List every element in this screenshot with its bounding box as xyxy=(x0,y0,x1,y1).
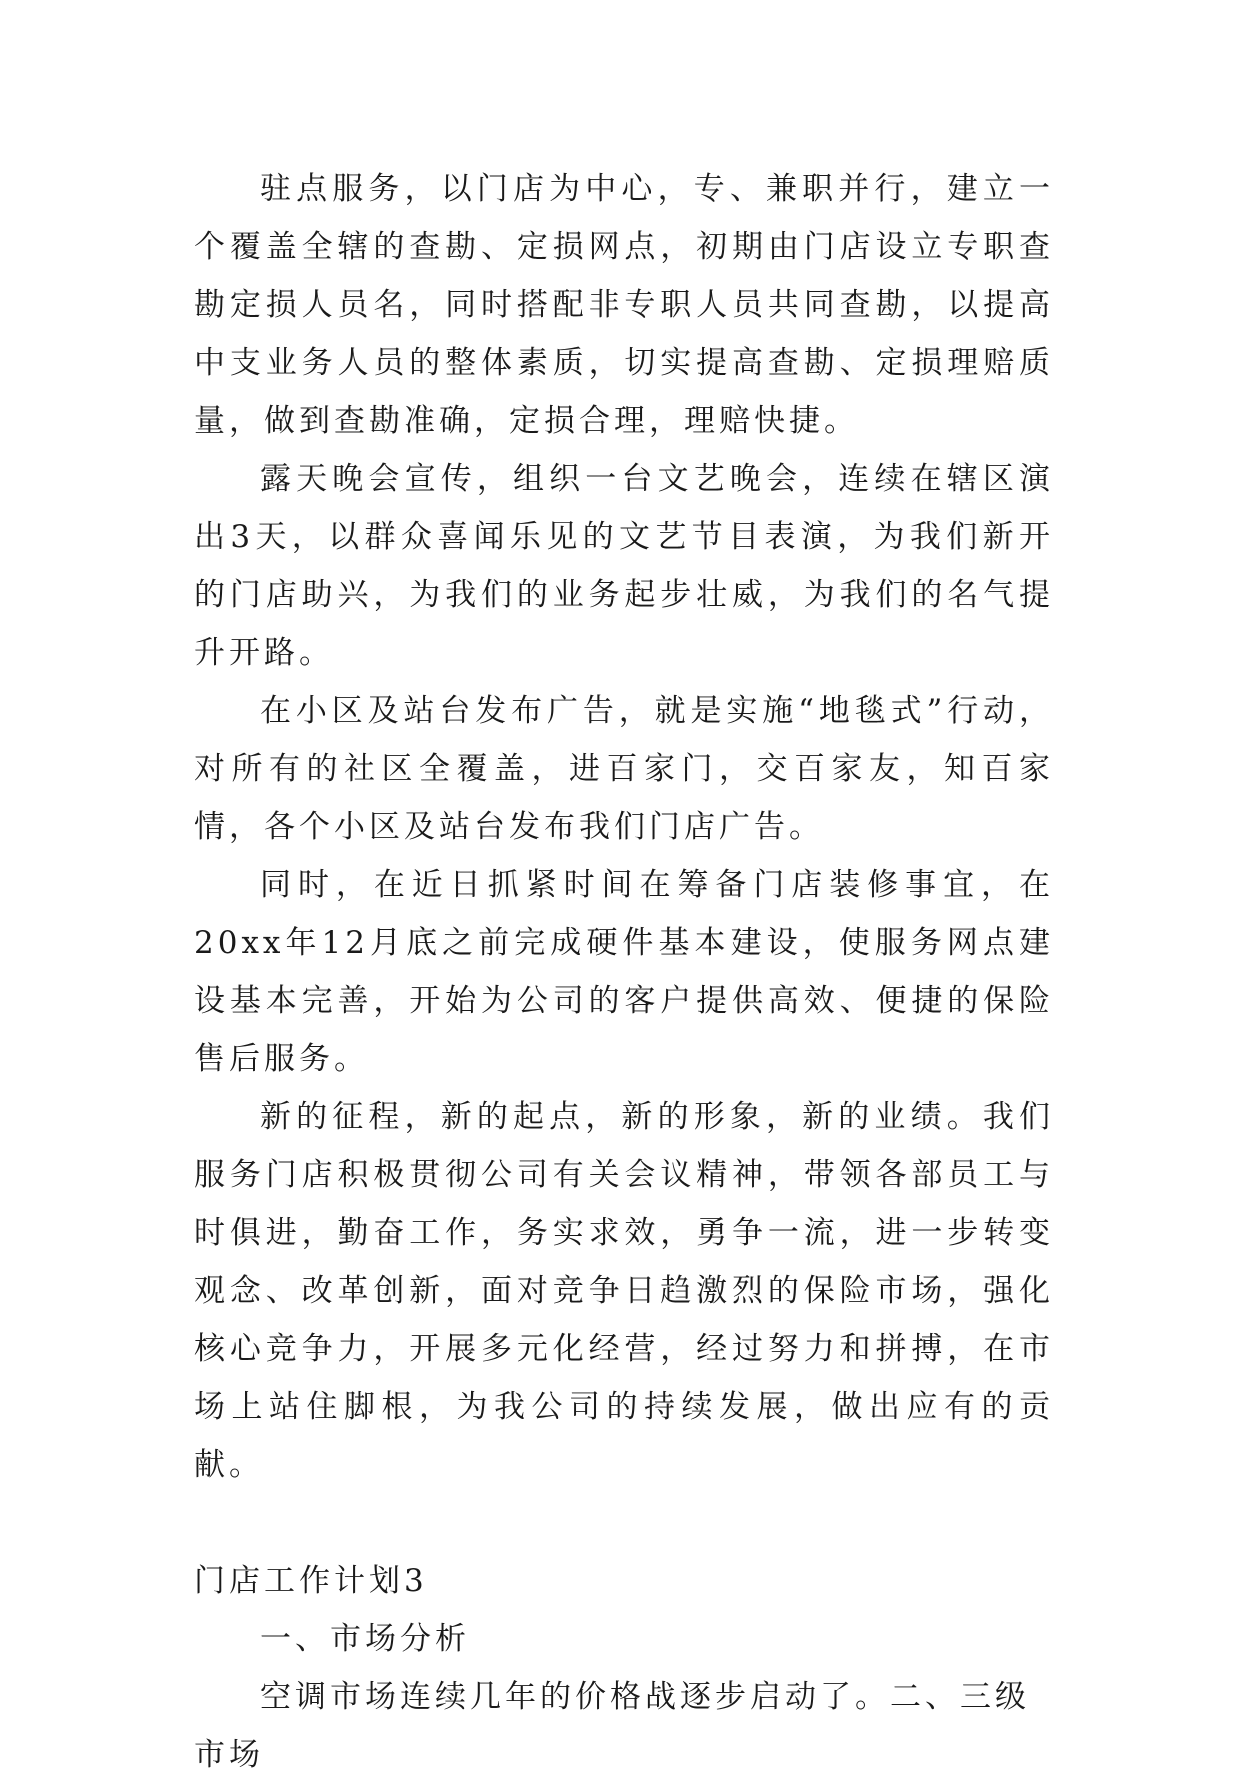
document-body xyxy=(194,160,1054,1784)
paragraph-evening-show: 露天晚会宣传，组织一台文艺晚会，连续在辖区演出3天，以群众喜闻乐见的文艺节目表演，为我们新开的门店助兴，为我们的业务起步壮威，为我们的名气提升开路。 xyxy=(194,461,1054,671)
paragraph-new-journey: 新的征程，新的起点，新的形象，新的业绩。我们服务门店积极贯彻公司有关会议精神，带领各部员工与时俱进，勤奋工作，务实求效，勇争一流，进一步转变观念、改革创新，面对竞争日趋激烈的保险市场，强化核心竞争力，开展多元化经营，经过努力和拼搏，在市场上站住脚根，为我公司的持续发展，做出应有的贡献。 xyxy=(194,1099,1054,1483)
paragraph-onsite-service: 驻点服务，以门店为中心，专、兼职并行，建立一个覆盖全辖的查勘、定损网点，初期由门店设立专职查勘定损人员名，同时搭配非专职人员共同查勘，以提高中支业务人员的整体素质，切实提高查勘、定损理赔质量，做到查勘准确，定损合理，理赔快捷。 xyxy=(194,171,1054,439)
paragraph-market-analysis: 空调市场连续几年的价格战逐步启动了。二、三级市场 xyxy=(194,1679,1030,1773)
paragraph-advertising: 在小区及站台发布广告，就是实施“地毯式”行动，对所有的社区全覆盖，进百家门，交百家友，知百家情，各个小区及站台发布我们门店广告。 xyxy=(194,693,1054,845)
subsection-title: 一、市场分析 xyxy=(260,1621,470,1657)
paragraph-renovation: 同时，在近日抓紧时间在筹备门店装修事宜，在20xx年12月底之前完成硬件基本建设，使服务网点建设基本完善，开始为公司的客户提供高效、便捷的保险售后服务。 xyxy=(194,867,1054,1077)
section-title: 门店工作计划3 xyxy=(194,1563,428,1599)
